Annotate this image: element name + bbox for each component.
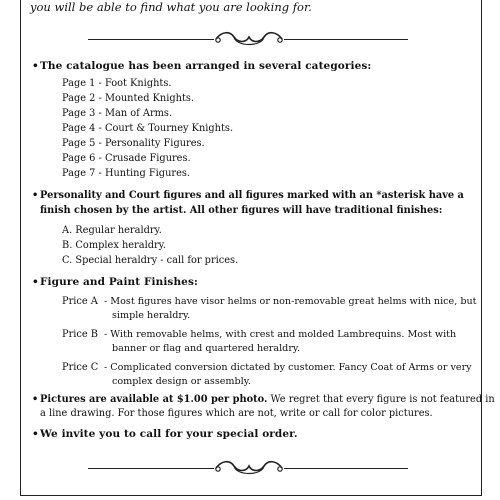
price-c-label: Price C (62, 362, 99, 373)
catalogue-page-item: Page 1 - Foot Knights. (62, 78, 172, 89)
finish-paragraph-line2: finish chosen by the artist. All other figures will have traditional finishes: (40, 205, 443, 216)
scroll-ornament-icon (212, 456, 286, 480)
bullet-icon: • (32, 394, 39, 405)
top-ornament-divider (88, 27, 408, 49)
scroll-ornament-icon (212, 27, 286, 51)
intro-text: you will be able to find what you are looking for. (30, 0, 312, 14)
price-b-line1: - With removable helms, with crest and molded Lambrequins. Most with (104, 329, 457, 340)
bottom-ornament-divider (88, 456, 408, 478)
finish-line1-text: Personality and Court figures and all figures marked with an *asterisk have a (40, 190, 464, 201)
price-c-line2: complex design or assembly. (112, 376, 251, 387)
bullet-icon: • (32, 276, 39, 288)
finish-option: A. Regular heraldry. (62, 225, 162, 236)
price-b-label: Price B (62, 329, 99, 340)
finish-option: C. Special heraldry - call for prices. (62, 255, 239, 266)
finish-paragraph-line1 (32, 190, 464, 201)
pictures-rest-text: We regret that every figure is not featured in (267, 394, 495, 405)
divider-rule-right (284, 468, 408, 469)
divider-rule-left (88, 468, 214, 469)
catalogue-page-item: Page 5 - Personality Figures. (62, 138, 205, 149)
price-a-label: Price A (62, 296, 98, 307)
price-b-line2: banner or flag and quartered heraldry. (112, 343, 301, 354)
finish-option: B. Complex heraldry. (62, 240, 167, 251)
catalogue-page-item: Page 6 - Crusade Figures. (62, 153, 191, 164)
pictures-paragraph-line2: a line drawing. For those figures which are not, write or call for color pictures. (40, 408, 433, 419)
divider-rule-right (284, 39, 408, 40)
pictures-paragraph-line1 (32, 394, 495, 405)
price-a-line2: simple heraldry. (112, 310, 191, 321)
pictures-bold-text: Pictures are available at $1.00 per photo. (40, 394, 268, 405)
bullet-icon: • (32, 190, 39, 201)
bullet-icon: • (32, 428, 39, 440)
bullet-icon: • (32, 60, 39, 72)
paint-heading (32, 276, 198, 288)
divider-rule-left (88, 39, 214, 40)
catalogue-page-item: Page 4 - Court & Tourney Knights. (62, 123, 234, 134)
catalogue-heading (32, 60, 371, 72)
price-a-line1: - Most figures have visor helms or non-removable great helms with nice, but (104, 296, 477, 307)
catalogue-heading-text: The catalogue has been arranged in several categories: (40, 60, 372, 72)
catalogue-page-item: Page 7 - Hunting Figures. (62, 168, 191, 179)
invite-text: We invite you to call for your special order. (40, 428, 298, 440)
invite-line (32, 428, 298, 440)
catalogue-page-item: Page 3 - Man of Arms. (62, 108, 173, 119)
catalogue-page-item: Page 2 - Mounted Knights. (62, 93, 195, 104)
price-c-line1: - Complicated conversion dictated by customer. Fancy Coat of Arms or very (104, 362, 472, 373)
paint-heading-text: Figure and Paint Finishes: (40, 276, 198, 288)
